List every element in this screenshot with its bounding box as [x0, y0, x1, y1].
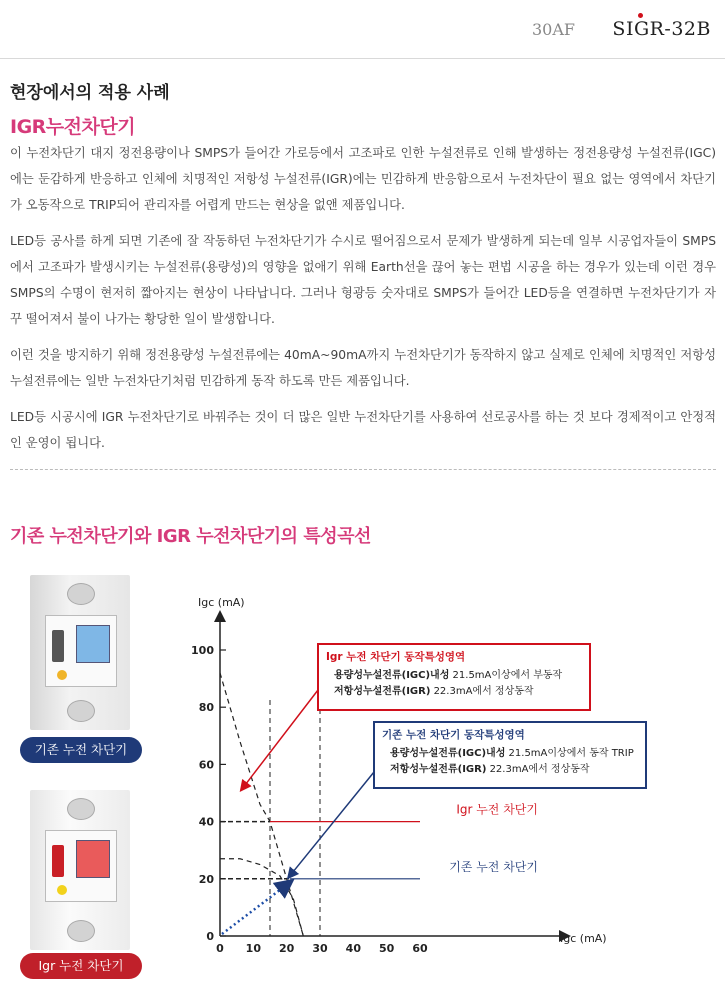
x-tick-label: 0: [216, 942, 224, 955]
y-tick-label: 80: [198, 701, 214, 715]
annotation-normal: 22.3mA에서 정상동작: [430, 686, 534, 697]
screw-hole: [67, 920, 95, 942]
section-divider: [10, 469, 716, 470]
annotation-line: [390, 762, 590, 775]
page-header: [0, 0, 725, 59]
annotation-bold: 저항성누설전류(IGR): [390, 764, 487, 775]
chart-annotations: [243, 644, 646, 875]
y-tick-label: 40: [198, 815, 214, 829]
annotation-arrow: [243, 690, 318, 787]
series-label: 기존 누전 차단기: [449, 859, 538, 874]
test-button: [57, 670, 67, 680]
chart-series: [220, 673, 538, 936]
characteristic-chart: [190, 590, 634, 960]
series-label: Igr 누전 차단기: [456, 802, 538, 817]
annotation-bold: 용량성누설전류(IGC)내성: [390, 748, 506, 759]
x-tick-label: 10: [245, 942, 261, 955]
sub-title: IGR누전차단기: [10, 116, 136, 138]
characteristic-curve: [220, 673, 303, 936]
annotation-normal: 21.5mA이상에서 동작 TRIP: [505, 748, 634, 759]
model-amp: 30AF: [531, 20, 575, 39]
conventional-breaker-badge: 기존 누전 차단기: [20, 737, 142, 763]
chart-guides: [220, 700, 320, 936]
paragraph: 이런 것을 방지하기 위해 정전용량성 누설전류에는 40mA~90mA까지 누전차단기가 동작하지 않고 실제로 인체에 치명적인 저항성 누설전류에는 일반 누전차단기처럼 민감하게 동작 하도록 만든 제품입니다.: [10, 348, 716, 388]
x-tick-label: 60: [412, 942, 428, 955]
x-tick-label: 30: [312, 942, 328, 955]
annotation-arrow: [291, 772, 374, 875]
annotation-title: Igr 누전 차단기 동작특성영역: [326, 651, 466, 663]
annotation-bold: 저항성누설전류(IGR): [334, 686, 431, 697]
origin-arrow: [222, 885, 287, 934]
igr-breaker-image: [30, 790, 130, 950]
y-tick-label: 100: [191, 644, 214, 657]
section-title: 현장에서의 적용 사례: [10, 83, 170, 103]
y-axis-label: Igc (mA): [198, 596, 245, 609]
test-button: [57, 885, 67, 895]
annotation-line: [333, 668, 563, 681]
igr-breaker-badge: Igr 누전 차단기: [20, 953, 142, 979]
breaker-lever: [52, 630, 64, 662]
annotation-line: [334, 684, 534, 697]
conventional-breaker-image: [30, 575, 130, 730]
annotation-title: 기존 누전 차단기 동작특성영역: [382, 729, 525, 741]
screw-hole: [67, 700, 95, 722]
annotation-normal: 22.3mA에서 정상동작: [486, 764, 590, 775]
breaker-label: [76, 625, 110, 663]
model-name: SIGR-32B: [612, 18, 711, 40]
y-tick-label: 20: [198, 872, 214, 886]
annotation-line: [389, 746, 634, 759]
paragraph: LED등 시공시에 IGR 누전차단기로 바꿔주는 것이 더 많은 일반 누전차단기를 사용하여 선로공사를 하는 것 보다 경제적이고 안정적인 운영이 됩니다.: [10, 410, 716, 450]
x-axis-label: Igc (mA): [560, 932, 607, 945]
chart-title: 기존 누전차단기와 IGR 누전차단기의 특성곡선: [10, 526, 371, 547]
x-tick-label: 50: [379, 942, 395, 955]
breaker-label: [76, 840, 110, 878]
y-tick-label: 0: [206, 930, 214, 943]
screw-hole: [67, 583, 95, 605]
x-tick-label: 20: [279, 942, 295, 955]
paragraph: LED등 공사를 하게 되면 기존에 잘 작동하던 누전차단기가 수시로 떨어짐으로서 문제가 발생하게 되는데 일부 시공업자들이 SMPS에서 고조파가 발생시키는 누설전류(용량성)의 영향을 없애기 위해 Earth선을 끊어 놓는 편법 시공을 하는 경우가 있는데 이런 경우 SMPS의 수명이 현저히 짧아지는 현상이 나타납니다. 그러나 형광등 숫자대로 SMPS가 들어간 LED등을 연결하면 누전차단기가 자꾸 떨어져서 불이 나가는 황당한 일이 발생합니다.: [10, 234, 716, 326]
screw-hole: [67, 798, 95, 820]
annotation-normal: 21.5mA이상에서 부동작: [449, 670, 563, 681]
x-tick-label: 40: [345, 942, 361, 955]
paragraph: 이 누전차단기 대지 정전용량이나 SMPS가 들어간 가로등에서 고조파로 인한 누설전류로 인해 발생하는 정전용량성 누설전류(IGC)에는 둔감하게 반응하고 인체에 치명적인 저항성 누설전류(IGR)에는 민감하게 반응함으로서 누전차단이 필요 없는 영역에서 차단기가 오동작으로 TRIP되어 관리자를 어렵게 만드는 현상을 없앤 제품입니다.: [10, 146, 716, 212]
breaker-lever: [52, 845, 64, 877]
y-tick-label: 60: [198, 758, 214, 772]
annotation-bold: 용량성누설전류(IGC)내성: [334, 670, 450, 681]
characteristic-curve: [220, 859, 303, 936]
body-text: [10, 140, 716, 466]
